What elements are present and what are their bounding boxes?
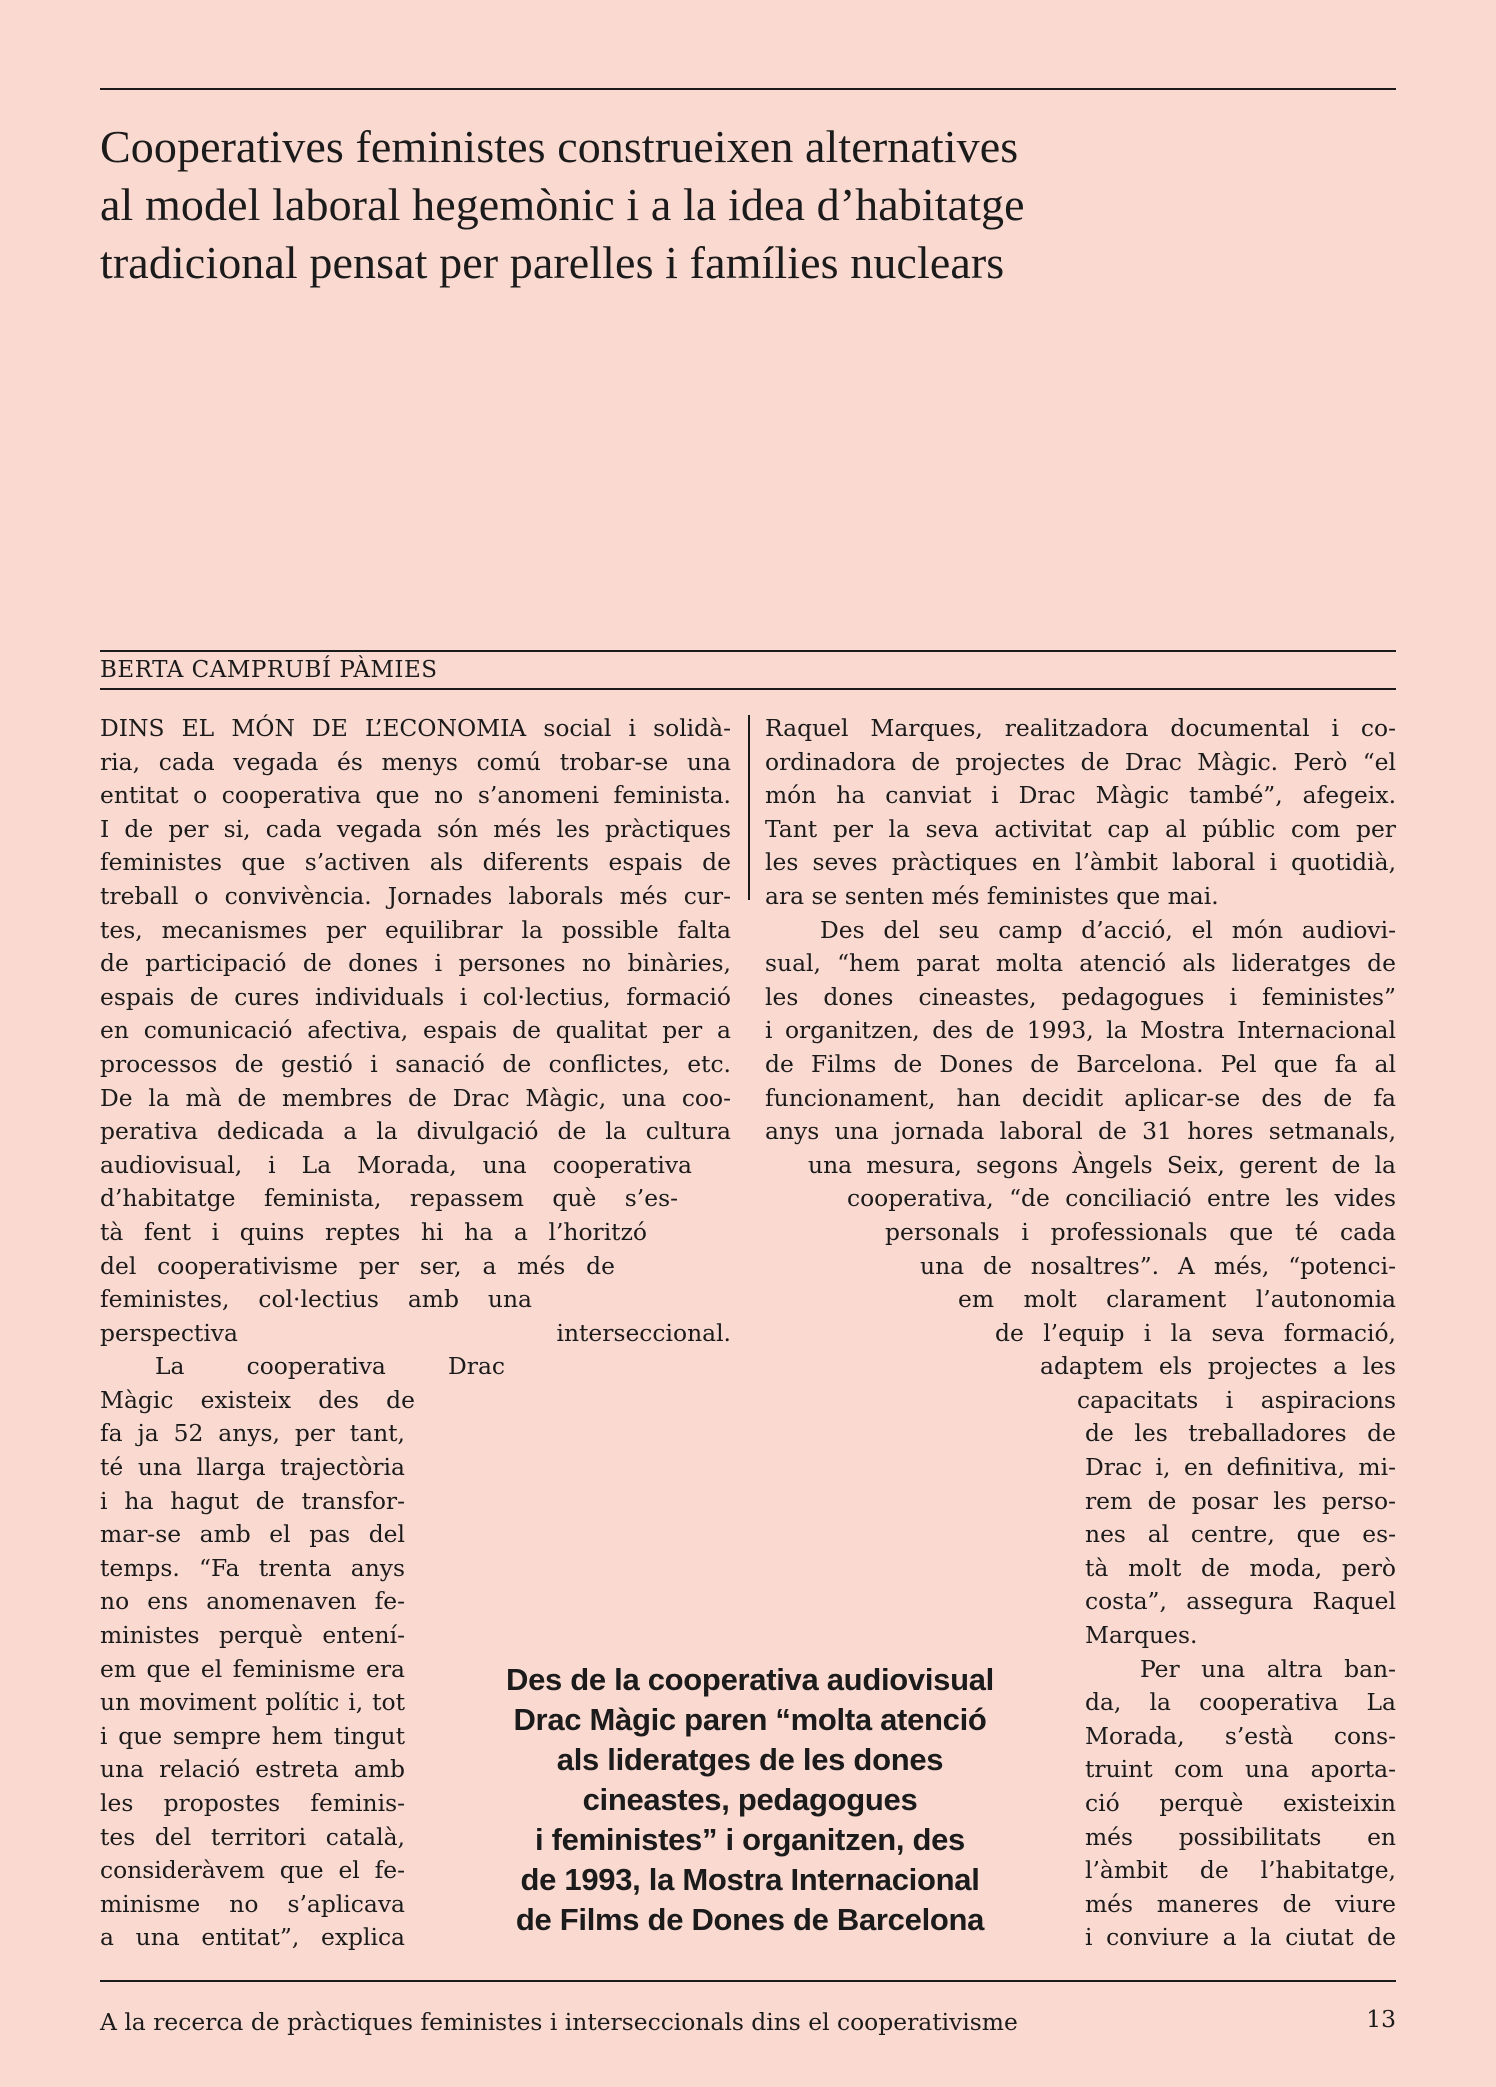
- body-line: processos de gestió i sanació de conflictes, etc.: [100, 1049, 731, 1078]
- body-line: funcionament, han decidit aplicar-se des de fa: [765, 1083, 1396, 1112]
- body-line: d’habitatge feminista, repassem què s’es-: [100, 1184, 678, 1213]
- body-line: perspectiva interseccional.: [100, 1318, 731, 1347]
- author-bottom-rule: [100, 688, 1396, 690]
- body-line: a una entitat”, explica: [100, 1923, 405, 1952]
- body-line: un moviment polític i, tot: [100, 1688, 405, 1717]
- body-line: una mesura, segons Àngels Seix, gerent de la: [808, 1150, 1396, 1179]
- footer-rule: [100, 1980, 1396, 1982]
- body-line: tes, mecanismes per equilibrar la possible falta: [100, 915, 731, 944]
- body-line: fa ja 52 anys, per tant,: [100, 1419, 405, 1448]
- title-line: tradicional pensat per parelles i famílies nuclears: [100, 237, 1005, 288]
- body-line: de l’equip i la seva formació,: [995, 1318, 1396, 1347]
- body-line: i ha hagut de transfor-: [100, 1486, 405, 1515]
- body-line: espais de cures individuals i col·lectius, formació: [100, 982, 731, 1011]
- body-line: adaptem els projectes a les: [1040, 1352, 1396, 1381]
- body-line: feministes que s’activen als diferents espais de: [100, 848, 731, 877]
- top-rule: [100, 88, 1396, 90]
- body-line: personals i professionals que té cada: [885, 1217, 1396, 1246]
- body-line: feministes, col·lectius amb una: [100, 1285, 532, 1314]
- title-line: al model laboral hegemònic i a la idea d’habitatge: [100, 179, 1025, 230]
- body-line: i organitzen, des de 1993, la Mostra Internacional: [765, 1016, 1396, 1045]
- body-line: audiovisual, i La Morada, una cooperativa: [100, 1150, 692, 1179]
- body-line: consideràvem que el fe-: [100, 1856, 405, 1885]
- body-line: rem de posar les perso-: [1085, 1486, 1396, 1515]
- body-line: entitat o cooperativa que no s’anomeni feminista.: [100, 781, 731, 810]
- body-line: ordinadora de projectes de Drac Màgic. Però “el: [765, 747, 1396, 776]
- body-line: costa”, assegura Raquel: [1085, 1587, 1396, 1616]
- body-line: ria, cada vegada és menys comú trobar-se una: [100, 747, 731, 776]
- body-line: mar-se amb el pas del: [100, 1520, 405, 1549]
- pull-quote: [440, 1660, 1060, 1940]
- body-line: les propostes feminis-: [100, 1789, 405, 1817]
- body-line: i conviure a la ciutat de: [1085, 1923, 1396, 1952]
- pull-quote-line: als lideratges de les dones: [556, 1742, 944, 1777]
- body-line: més maneres de viure: [1085, 1889, 1396, 1918]
- body-line: del cooperativisme per ser, a més de: [100, 1251, 615, 1280]
- body-line: La cooperativa Drac: [155, 1352, 505, 1381]
- pull-quote-line: Des de la cooperativa audiovisual: [505, 1662, 994, 1697]
- body-line: capacitats i aspiracions: [1077, 1385, 1396, 1414]
- body-line: cooperativa, “de conciliació entre les vides: [847, 1184, 1396, 1213]
- body-line: tà molt de moda, però: [1085, 1553, 1396, 1582]
- body-line: da, la cooperativa La: [1085, 1688, 1396, 1717]
- body-line: treball o convivència. Jornades laborals més cur-: [100, 881, 731, 910]
- body-line: i que sempre hem tingut: [100, 1721, 405, 1750]
- running-footer: A la recerca de pràctiques feministes i interseccionals dins el cooperativisme: [100, 2008, 1018, 2036]
- body-line: no ens anomenaven fe-: [100, 1587, 405, 1616]
- body-line: tà fent i quins reptes hi ha a l’horitzó: [100, 1217, 647, 1246]
- body-line: truint com una aporta-: [1085, 1755, 1396, 1784]
- body-line: I de per si, cada vegada són més les pràctiques: [100, 814, 731, 843]
- body-line: Des del seu camp d’acció, el món audiovi-: [820, 915, 1396, 944]
- body-line: en comunicació afectiva, espais de qualitat per a: [100, 1016, 731, 1045]
- body-line: Marques.: [1085, 1621, 1198, 1650]
- body-line: DINS EL MÓN DE L’ECONOMIA social i solidà-: [100, 714, 731, 742]
- pull-quote-line: de Films de Dones de Barcelona: [515, 1902, 985, 1937]
- pull-quote-line: i feministes” i organitzen, des: [535, 1822, 965, 1857]
- body-line: ció perquè existeixin: [1085, 1789, 1396, 1817]
- pull-quote-line: de 1993, la Mostra Internacional: [520, 1862, 980, 1897]
- body-line: Tant per la seva activitat cap al públic com per: [765, 814, 1396, 843]
- body-line: perativa dedicada a la divulgació de la cultura: [100, 1117, 731, 1146]
- body-line: ministes perquè entení-: [100, 1621, 405, 1650]
- body-line: tes del territori català,: [100, 1822, 405, 1851]
- body-line: temps. “Fa trenta anys: [100, 1553, 405, 1582]
- body-line: una relació estreta amb: [100, 1755, 405, 1784]
- body-line: Drac i, en definitiva, mi-: [1085, 1453, 1396, 1482]
- body-line: minisme no s’aplicava: [100, 1889, 405, 1918]
- body-line: les dones cineastes, pedagogues i feministes”: [765, 982, 1396, 1011]
- page-number: 13: [1366, 2005, 1396, 2033]
- author-top-rule: [100, 650, 1396, 652]
- title-line: Cooperatives feministes construeixen alternatives: [100, 121, 1019, 172]
- body-line: em que el feminisme era: [100, 1654, 405, 1683]
- body-line: de participació de dones i persones no binàries,: [100, 949, 731, 978]
- body-line: Morada, s’està cons-: [1085, 1721, 1396, 1750]
- author-byline: BERTA CAMPRUBÍ PÀMIES: [100, 657, 438, 683]
- body-line: Per una altra ban-: [1140, 1654, 1396, 1683]
- pull-quote-line: Drac Màgic paren “molta atenció: [513, 1702, 987, 1737]
- body-line: anys una jornada laboral de 31 hores setmanals,: [765, 1117, 1396, 1146]
- body-line: de les treballadores de: [1085, 1419, 1396, 1448]
- body-line: em molt clarament l’autonomia: [958, 1285, 1396, 1314]
- body-line: té una llarga trajectòria: [100, 1453, 405, 1482]
- article-title: [100, 118, 1380, 292]
- pull-quote-line: cineastes, pedagogues: [582, 1782, 918, 1817]
- body-line: Raquel Marques, realitzadora documental i co-: [765, 714, 1396, 742]
- body-line: De la mà de membres de Drac Màgic, una coo-: [100, 1083, 731, 1112]
- body-line: nes al centre, que es-: [1085, 1520, 1396, 1549]
- column-divider: [748, 715, 750, 900]
- body-line: l’àmbit de l’habitatge,: [1085, 1856, 1396, 1885]
- body-line: de Films de Dones de Barcelona. Pel que fa al: [765, 1049, 1396, 1078]
- body-line: ara se senten més feministes que mai.: [765, 881, 1219, 910]
- body-line: món ha canviat i Drac Màgic també”, afegeix.: [765, 781, 1396, 810]
- body-line: una de nosaltres”. A més, “potenci-: [920, 1251, 1396, 1280]
- body-line: les seves pràctiques en l’àmbit laboral i quotidià,: [765, 848, 1396, 877]
- body-line: sual, “hem parat molta atenció als lideratges de: [765, 949, 1396, 978]
- body-line: més possibilitats en: [1085, 1822, 1396, 1851]
- body-line: Màgic existeix des de: [100, 1385, 415, 1414]
